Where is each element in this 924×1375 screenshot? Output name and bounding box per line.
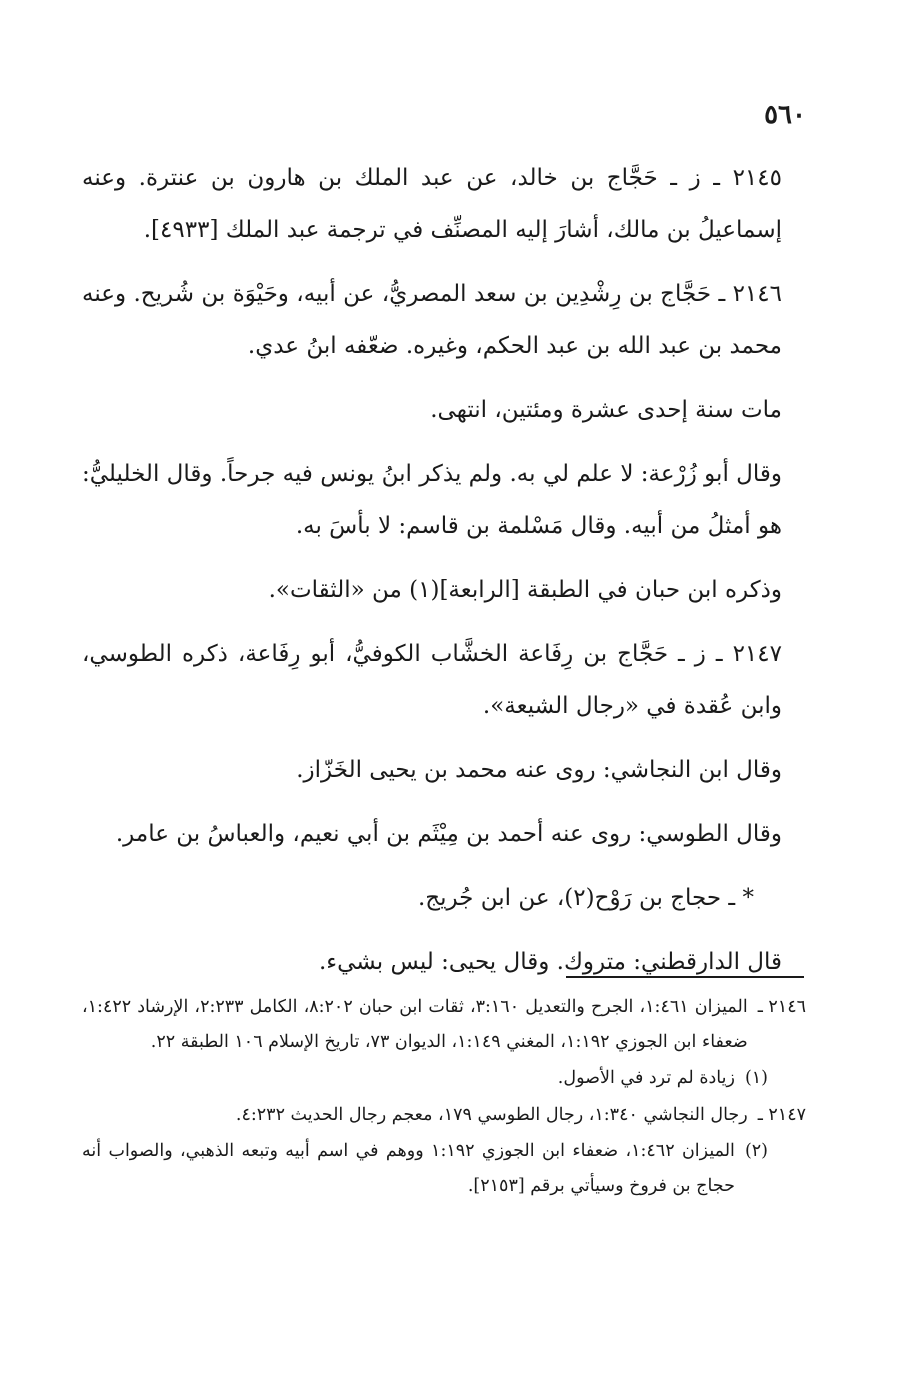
page-number: ٥٦٠ <box>764 100 806 130</box>
entry-2146-paragraph: ٢١٤٦ ـ حَجَّاج بن رِشْدِين بن سعد المصريُّ، عن أبيه، وحَيْوَة بن شُريح. وعنه محمد بن عبد الله بن عبد الحكم، وغيره. ضعّفه ابنُ عدي. <box>82 281 782 359</box>
entry-2146-paragraph: مات سنة إحدى عشرة ومئتين، انتهى. <box>430 397 782 423</box>
footnote-divider <box>566 976 804 978</box>
entry-2146 <box>82 268 806 616</box>
footnote-text: الميزان ١:٤٦١، الجرح والتعديل ٣:١٦٠، ثقات ابن حبان ٨:٢٠٢، الكامل ٢:٢٣٣، الإرشاد ١:٤٢٢، ضعفاء ابن الجوزي ١:١٩٢، المغني ١:١٤٩، الديوان ٧٣، تاريخ الإسلام ١٠٦ الطبقة ٢٢. <box>82 997 748 1052</box>
entry-2147-paragraph: وقال ابن النجاشي: روى عنه محمد بن يحيى الخَزّاز. <box>296 757 782 783</box>
footnote-text: الميزان ١:٤٦٢، ضعفاء ابن الجوزي ١:١٩٢ ووهم في اسم أبيه وتبعه الذهبي، والصواب أنه حجاج بن فروخ وسيأتي برقم [٢١٥٣]. <box>82 1141 735 1196</box>
footnote-number: ٢١٤٦ ـ <box>757 997 806 1017</box>
footnote <box>82 990 806 1059</box>
entry-2145 <box>82 152 806 256</box>
footnote <box>82 1098 806 1133</box>
footnote-text: رجال النجاشي ١:٣٤٠، رجال الطوسي ١٧٩، معجم رجال الحديث ٤:٢٣٢. <box>235 1104 748 1125</box>
cross-reference-line: * ـ حجاج بن رَوْح(٢)، عن ابن جُريج. <box>417 885 754 911</box>
entry-2146-paragraph: وقال أبو زُرْعة: لا علم لي به. ولم يذكر ابنُ يونس فيه جرحاً. وقال الخليليُّ: هو أمثلُ من أبيه. وقال مَسْلمة بن قاسم: لا بأسَ به. <box>82 461 782 539</box>
footnote <box>82 1134 806 1203</box>
cross-reference-detail: قال الدارقطني: متروك. وقال يحيى: ليس بشيء. <box>318 949 782 975</box>
entry-2147-paragraph: ٢١٤٧ ـ ز ـ حَجَّاج بن رِفَاعة الخشَّاب الكوفيُّ، أبو رِفَاعة، ذكره الطوسي، وابن عُقدة في «رجال الشيعة». <box>82 641 782 719</box>
main-text <box>82 152 806 1000</box>
footnotes <box>82 990 806 1205</box>
entry-2146-paragraph: وذكره ابن حبان في الطبقة [الرابعة](١) من «الثقات». <box>268 577 782 603</box>
footnote-number: ٢١٤٧ ـ <box>757 1104 806 1125</box>
footnote <box>82 1061 806 1096</box>
entry-2145-paragraph: ٢١٤٥ ـ ز ـ حَجَّاج بن خالد، عن عبد الملك بن هارون بن عنترة. وعنه إسماعيلُ بن مالك، أشارَ إليه المصنِّف في ترجمة عبد الملك [٤٩٣٣]. <box>82 165 782 243</box>
entry-2147-paragraph: وقال الطوسي: روى عنه أحمد بن مِيْثَم بن أبي نعيم، والعباسُ بن عامر. <box>115 821 782 847</box>
footnote-number: (٢) <box>744 1141 768 1161</box>
footnote-text: زيادة لم ترد في الأصول. <box>557 1068 735 1088</box>
entry-2147 <box>82 628 806 860</box>
footnote-number: (١) <box>744 1068 768 1088</box>
cross-reference <box>82 872 806 988</box>
